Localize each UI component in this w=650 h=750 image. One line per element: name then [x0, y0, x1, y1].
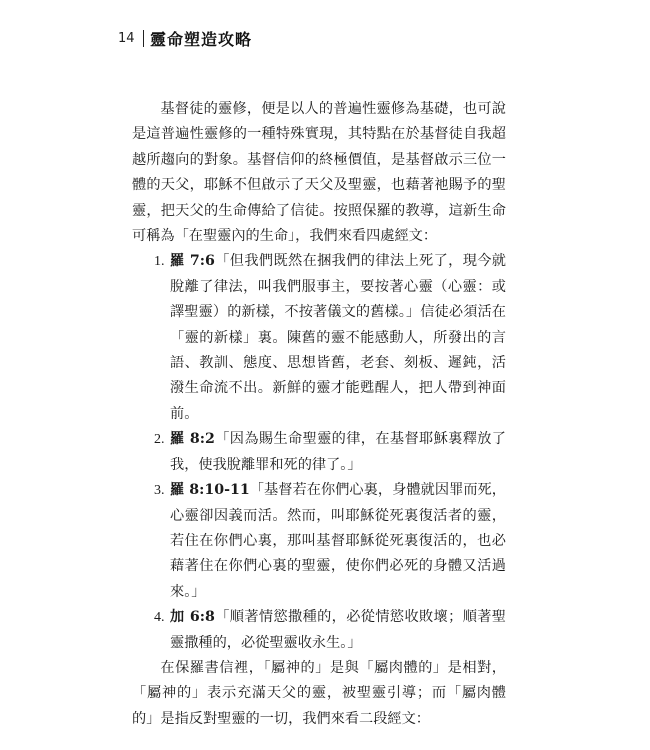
closing-paragraph: 在保羅書信裡，「屬神的」是與「屬肉體的」是相對，「屬神的」表示充滿天父的靈，被聖靈引導；而「屬肉體的」是指反對聖靈的一切，我們來看二段經文：	[132, 659, 506, 727]
verse-list	[132, 249, 506, 656]
verse-quote: 「因為賜生命聖靈的律，在基督耶穌裏釋放了我，使我脫離罪和死的律了。」	[170, 431, 506, 473]
verse-comment: 信徒必須活在「靈的新樣」裏。陳舊的靈不能感動人，所發出的言語、教訓、態度、思想皆舊，老套、刻板、遲鈍，活潑生命流不出。新鮮的靈才能甦醒人，把人帶到神面前。	[170, 304, 506, 422]
verse-item	[132, 605, 506, 656]
intro-emphasis: 在聖靈內的生命	[188, 228, 289, 245]
running-title: 靈命塑造攻略	[150, 29, 253, 49]
verse-item	[132, 249, 506, 427]
verse-quote: 「基督若在你們心裏，身體就因罪而死，心靈卻因義而活。然而，叫耶穌從死裏復活者的靈，若住在你們心裏，那叫基督耶穌從死裏復活的，也必藉著住在你們心裏的聖靈，使你們必死的身體又活過來。」	[170, 482, 506, 600]
intro-end: 」，我們來看四處經文：	[288, 228, 438, 245]
verse-item	[132, 427, 506, 478]
verse-reference: 羅 8:10-11	[170, 482, 250, 499]
verse-reference: 羅 8:2	[170, 431, 215, 448]
verse-number: 1.	[154, 254, 165, 270]
verse-quote: 「但我們既然在捆我們的律法上死了，現今就脫離了律法，叫我們服事主，要按著心靈（心靈：或譯聖靈）的新樣，不按著儀文的舊樣。」	[170, 253, 506, 321]
header-divider	[143, 30, 145, 47]
verse-number: 2.	[154, 432, 165, 448]
verse-item	[132, 478, 506, 605]
intro-paragraph	[132, 97, 506, 249]
page-number: 14	[118, 30, 135, 46]
verse-number: 3.	[154, 483, 165, 499]
page-header	[118, 26, 252, 50]
verse-reference: 加 6:8	[170, 609, 215, 626]
body-text	[132, 97, 506, 732]
verse-quote: 「順著情慾撒種的，必從情慾收敗壞；順著聖靈撒種的，必從聖靈收永生。」	[170, 609, 506, 651]
intro-text: 基督徒的靈修，便是以人的普遍性靈修為基礎，也可說是這普遍性靈修的一種特殊實現，其特點在於基督徒自我超越所趨向的對象。基督信仰的終極價值，是基督啟示三位一體的天父，耶穌不但啟示了天父及聖靈，也藉著祂賜予的聖靈，把天父的生命傳給了信徒。按照保羅的教導，這新生命可稱為「	[132, 101, 506, 245]
verse-number: 4.	[154, 610, 165, 626]
verse-reference: 羅 7:6	[170, 253, 215, 270]
